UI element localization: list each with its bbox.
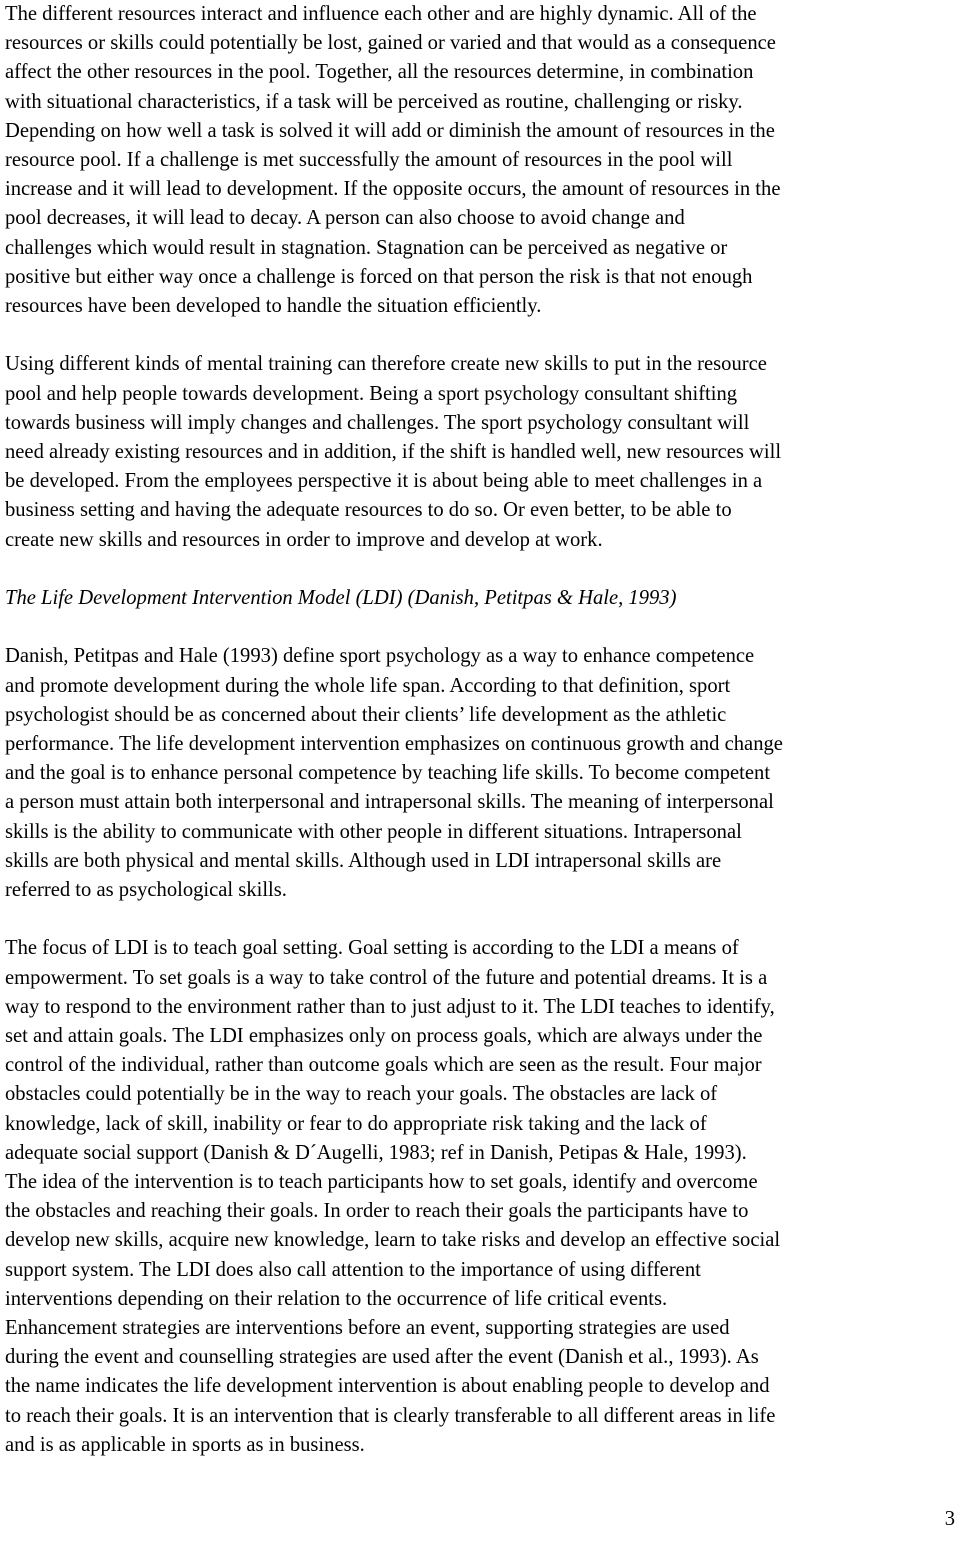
paragraph-ldi-definition: Danish, Petitpas and Hale (1993) define sport psychology as a way to enhance competence and promote development during the whole life span. According to that definition, sport psychologist should be as concerned about their clients’ life development as the athletic performance. The life development intervention emphasizes on continuous growth and change and the goal is to enhance personal competence by teaching life skills. To become competent a person must attain both interpersonal and intrapersonal skills. The meaning of interpersonal skills is the ability to communicate with other people in different situations. Intrapersonal skills are both physical and mental skills. Although used in LDI intrapersonal skills are referred to as psychological skills. bbox=[5, 645, 783, 902]
document-page bbox=[5, 0, 957, 1489]
paragraph-resources-dynamics: The different resources interact and influence each other and are highly dynamic. All of the resources or skills could potentially be lost, gained or varied and that would as a consequence affect the other resources in the pool. Together, all the resources determine, in combination with situational characteristics, if a task will be perceived as routine, challenging or risky. Depending on how well a task is solved it will add or diminish the amount of resources in the resource pool. If a challenge is met successfully the amount of resources in the pool will increase and it will lead to development. If the opposite occurs, the amount of resources in the pool decreases, it will lead to decay. A person can also choose to avoid change and challenges which would result in stagnation. Stagnation can be perceived as negative or positive but either way once a challenge is forced on that person the risk is that not enough resources have been developed to handle the situation efficiently. bbox=[5, 3, 781, 318]
section-heading-ldi: The Life Development Intervention Model (LDI) (Danish, Petitpas & Hale, 1993) bbox=[5, 587, 677, 610]
page-number: 3 bbox=[944, 1508, 955, 1530]
paragraph-ldi-goal-setting: The focus of LDI is to teach goal setting. Goal setting is according to the LDI a means of empowerment. To set goals is a way to take control of the future and potential dreams. It is a way to respond to the environment rather than to just adjust to it. The LDI teaches to identify, set and attain goals. The LDI emphasizes only on process goals, which are always under the control of the individual, rather than outcome goals which are seen as the result. Four major obstacles could potentially be in the way to reach your goals. The obstacles are lack of knowledge, lack of skill, inability or fear to do appropriate risk taking and the lack of adequate social support (Danish & D´Augelli, 1983; ref in Danish, Petipas & Hale, 1993). The idea of the intervention is to teach participants how to set goals, identify and overcome the obstacles and reaching their goals. In order to reach their goals the participants have to develop new skills, acquire new knowledge, learn to take risks and develop an effective social support system. The LDI does also call attention to the importance of using different interventions depending on their relation to the occurrence of life critical events. Enhancement strategies are interventions before an event, supporting strategies are used during the event and counselling strategies are used after the event (Danish et al., 1993). As the name indicates the life development intervention is about enabling people to develop and to reach their goals. It is an intervention that is clearly transferable to all different areas in life and is as applicable in sports as in business. bbox=[5, 937, 781, 1456]
paragraph-mental-training: Using different kinds of mental training can therefore create new skills to put in the resource pool and help people towards development. Being a sport psychology consultant shifting towards business will imply changes and challenges. The sport psychology consultant will need already existing resources and in addition, if the shift is handled well, new resources will be developed. From the employees perspective it is about being able to meet challenges in a business setting and having the adequate resources to do so. Or even better, to be able to create new skills and resources in order to improve and develop at work. bbox=[5, 353, 782, 551]
